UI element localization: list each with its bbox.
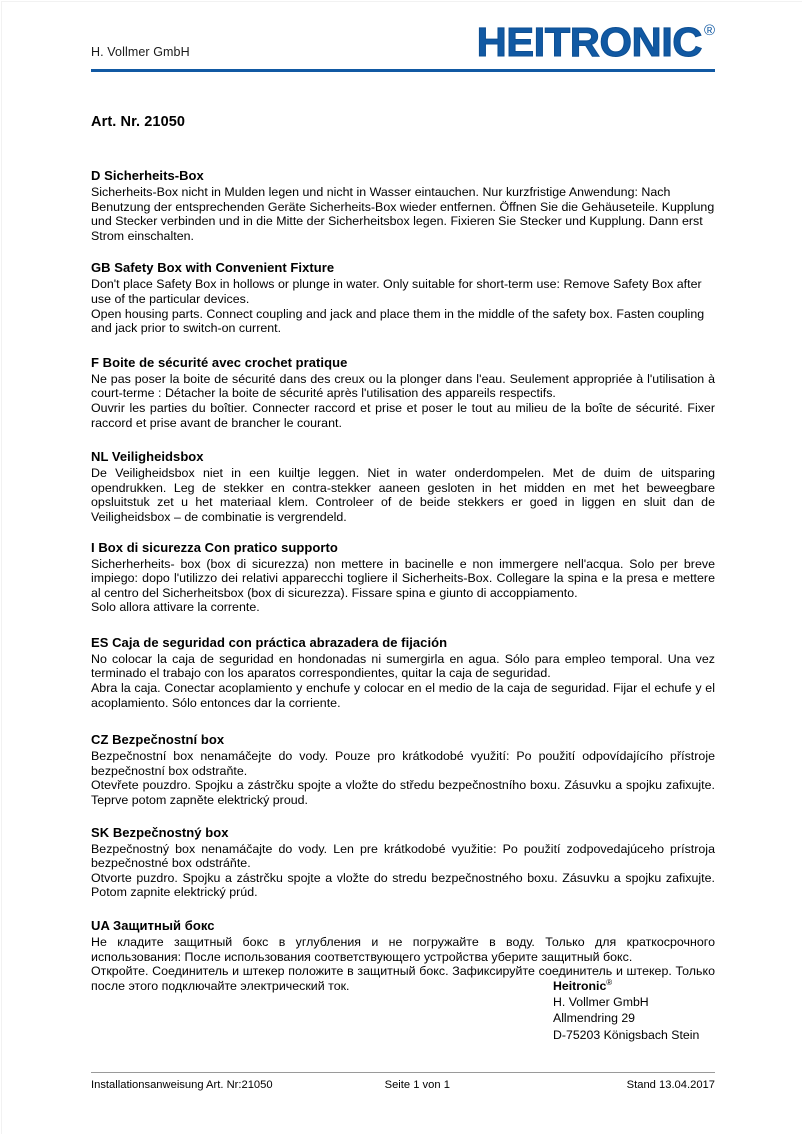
page-title: Art. Nr. 21050 xyxy=(91,114,186,130)
section-fr xyxy=(91,355,715,430)
page-footer xyxy=(91,1072,715,1092)
section-heading-fr: F Boite de sécurité avec crochet pratique xyxy=(91,354,348,370)
section-sk xyxy=(91,825,715,900)
section-body-it xyxy=(91,557,715,615)
registered-trademark-icon: ® xyxy=(703,22,715,39)
footer-document-reference: Installationsanweisung Art. Nr:21050 xyxy=(91,1079,273,1091)
section-paragraph: Ne pas poser la boite de sécurité dans des creux ou la plonger dans l'eau. Seulement appropriée à l'utilisation à court-terme : Détacher la boite de sécurité après l'utilisation des appareils respectifs. xyxy=(91,371,715,401)
section-paragraph: No colocar la caja de seguridad en hondonadas ni sumergirla en agua. Sólo para empleo temporal. Una vez terminado el trabajo con los aparatos correspondientes, quitar la caja de seguridad. xyxy=(91,651,715,681)
section-paragraph: Otevřete pouzdro. Spojku a zástrčku spojte a vložte do středu bezpečnostního boxu. Zásuvku a spojku zafixujte. Teprve potom zapněte elektrický proud. xyxy=(91,778,715,808)
section-body-gb xyxy=(91,277,715,335)
section-heading-cz: CZ Bezpečnostní box xyxy=(91,732,225,748)
section-cz xyxy=(91,732,715,807)
section-paragraph: Sicherheits-Box nicht in Mulden legen und nicht in Wasser eintauchen. Nur kurzfristige Anwendung: Nach Benutzung der entsprechenden Geräte Sicherheits-Box wieder entfernen. Öffnen Sie die Gehäuseteile. Kupplung und Stecker verbinden und in die Mitte der Sicherheitsbox legen. Fixieren Sie Stecker und Kupplung. Dann erst Strom einschalten. xyxy=(91,185,715,243)
document-header xyxy=(91,0,715,76)
address-brand-label: Heitronic xyxy=(553,979,607,993)
section-heading-sk: SK Bezpečnostný box xyxy=(91,824,229,840)
page-content xyxy=(91,0,715,993)
header-company-name: H. Vollmer GmbH xyxy=(91,45,190,59)
section-de xyxy=(91,168,715,243)
section-body-sk xyxy=(91,842,715,900)
section-body-de xyxy=(91,185,715,243)
section-body-fr xyxy=(91,372,715,430)
section-paragraph: Откройте. Соединитель и штекер положите в защитный бокс. Зафиксируйте соединитель и штекер. Только после этого подключайте электрический ток. xyxy=(91,964,715,993)
section-it xyxy=(91,540,715,615)
section-nl xyxy=(91,449,715,524)
instruction-sections xyxy=(91,168,715,993)
address-street: Allmendring 29 xyxy=(553,1011,636,1026)
address-city: D-75203 Königsbach Stein xyxy=(553,1027,700,1042)
footer-page-number: Seite 1 von 1 xyxy=(384,1079,450,1091)
section-body-es xyxy=(91,652,715,710)
address-block xyxy=(553,978,699,1043)
section-paragraph: Open housing parts. Connect coupling and jack and place them in the middle of the safety box. Fasten coupling and jack prior to switch-on current. xyxy=(91,306,705,336)
section-gb xyxy=(91,260,715,335)
registered-trademark-icon: ® xyxy=(606,977,613,987)
section-paragraph: Bezpečnostní box nenamáčejte do vody. Pouze pro krátkodobé využití: Po použití odpovídajícího přístroje bezpečnostní box odstraňte. xyxy=(91,749,715,778)
section-body-nl xyxy=(91,466,715,524)
section-es xyxy=(91,635,715,710)
section-heading-nl: NL Veiligheidsbox xyxy=(91,449,204,465)
section-paragraph: Abra la caja. Conectar acoplamiento y enchufe y colocar en el medio de la caja de seguridad. Fijar el echufe y el acoplamiento. Sólo entonces dar la corriente. xyxy=(91,681,715,710)
address-company: H. Vollmer GmbH xyxy=(553,995,649,1010)
section-heading-it: I Box di sicurezza Con pratico supporto xyxy=(91,539,338,555)
section-paragraph: Solo allora attivare la corrente. xyxy=(91,600,260,615)
logo-wordmark: HEITRONIC xyxy=(476,19,702,65)
footer-revision-date: Stand 13.04.2017 xyxy=(626,1079,715,1091)
section-heading-ua: UA Защитный бокс xyxy=(91,918,215,933)
section-paragraph: Bezpečnostný box nenamáčajte do vody. Len pre krátkodobé využitie: Po použití zodpovedajúceho prístroja bezpečnostné box odstráňte. xyxy=(91,841,715,871)
header-divider xyxy=(91,69,715,72)
heitronic-logo xyxy=(476,19,715,65)
section-heading-gb: GB Safety Box with Convenient Fixture xyxy=(91,260,335,276)
section-paragraph: Ouvrir les parties du boîtier. Connecter raccord et prise et poser le tout au milieu de la boîte de sécurité. Fixer raccord et prise avant de brancher le courant. xyxy=(91,400,715,430)
section-paragraph: Не кладите защитный бокс в углубления и не погружайте в воду. Только для краткосрочного использования: После использования соответствующего устройства уберите защитный бокс. xyxy=(91,935,715,964)
section-heading-es: ES Caja de seguridad con práctica abrazadera de fijación xyxy=(91,634,448,650)
section-body-cz xyxy=(91,749,715,807)
section-paragraph: Don't place Safety Box in hollows or plunge in water. Only suitable for short-term use: Remove Safety Box after use of the particular devices. xyxy=(91,277,702,306)
section-paragraph: Otvorte puzdro. Spojku a zástrčku spojte a vložte do stredu bezpečnostného boxu. Zásuvku a spojku zafixujte. Potom zapnite elektrický prúd. xyxy=(91,870,715,900)
section-paragraph: Sicherherheits- box (box di sicurezza) non mettere in bacinelle e non immergere nell'acqua. Solo per breve impiego: dopo l'utilizzo dei relativi apparecchi togliere il Sicherheits-Box. Collegare la spina e la presa e mettere al centro del Sicherheitsbox (box di sicurezza). Fissare spina e giunto di accoppiamento. xyxy=(91,556,715,600)
section-paragraph: De Veiligheidsbox niet in een kuiltje leggen. Niet in water onderdompelen. Met de duim de uitsparing opendrukken. Leg de stekker en contra-stekker aaneen gesloten in het midden en met het beweegbare opsluitstuk zet u het materiaal klem. Controleer of de beide stekkers er goed in liggen en sluit dan de Veiligheidsbox – de combinatie is vergrendeld. xyxy=(91,466,715,524)
section-heading-de: D Sicherheits-Box xyxy=(91,168,204,183)
address-brand-name xyxy=(553,978,699,994)
